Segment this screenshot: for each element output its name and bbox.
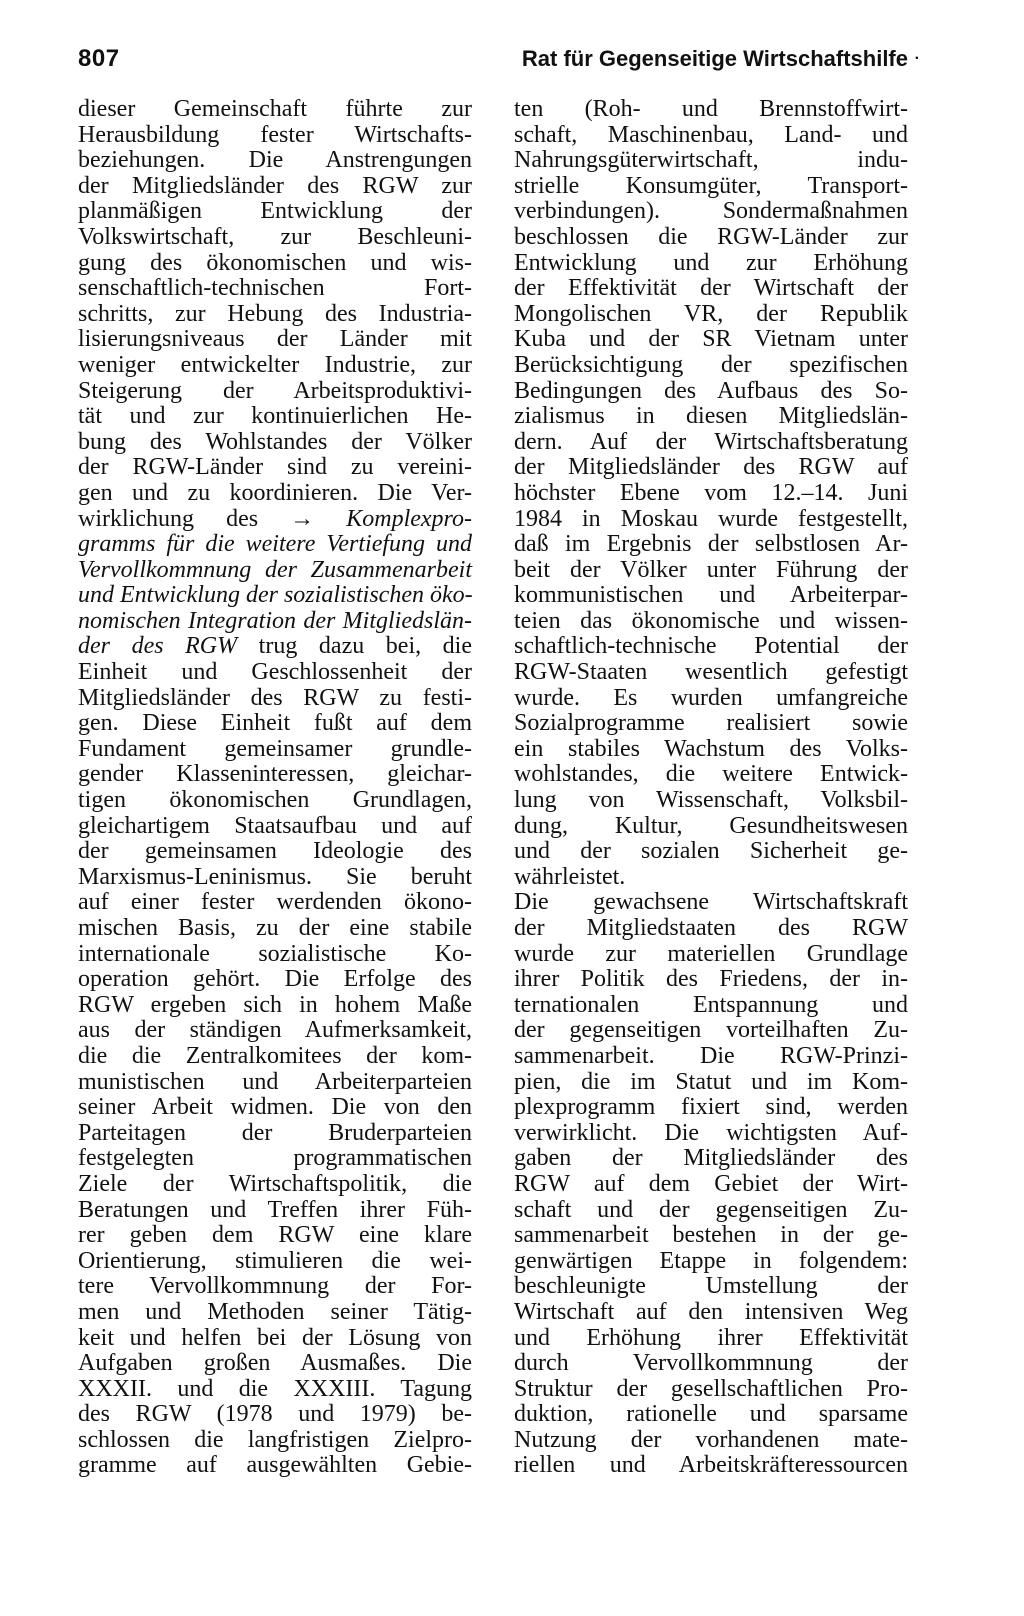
text-run: Nahrungsgüterwirtschaft, indu- [514,147,908,174]
text-line [514,276,908,302]
text-line [78,174,472,200]
text-run: gen. Diese Einheit fußt auf dem [78,710,472,737]
text-line [78,609,472,635]
text-line [514,609,908,635]
text-run: weniger entwickelter Industrie, zur [78,351,472,378]
text-line [78,1377,472,1403]
text-line [514,1377,908,1403]
text-run: planmäßigen Entwicklung der [78,198,472,225]
text-line [514,225,908,251]
text-run: beschlossen die RGW-Länder zur [514,223,908,250]
text-line [78,225,472,251]
text-line [78,481,472,507]
text-line [78,660,472,686]
text-run: operation gehört. Die Erfolge des [78,966,472,993]
text-line [514,967,908,993]
text-line [514,1249,908,1275]
text-run: sammenarbeit bestehen in der ge- [514,1222,908,1249]
text-line [78,1146,472,1172]
text-run: Aufgaben großen Ausmaßes. Die [78,1350,472,1377]
text-run: durch Vervollkommnung der [514,1350,908,1377]
italic-text-run: nomischen Integration der Mitgliedslän- [78,607,472,634]
text-run: wirklichung des → [78,505,347,532]
text-run: beziehungen. Die Anstrengungen [78,147,472,174]
text-run: wohlstandes, die weitere Entwick- [514,761,908,788]
text-line [514,737,908,763]
text-line [78,1453,472,1479]
text-run: daß im Ergebnis der selbstlosen Ar- [514,531,908,558]
text-run: des RGW (1978 und 1979) be- [78,1401,472,1428]
text-line [78,967,472,993]
text-line [514,353,908,379]
text-line [78,634,472,660]
text-line [78,1402,472,1428]
text-line [78,532,472,558]
text-run: Mongolischen VR, der Republik [514,300,908,327]
text-line [514,583,908,609]
text-line [78,97,472,123]
text-line [514,942,908,968]
text-run: dung, Kultur, Gesundheitswesen [514,812,908,839]
text-run: Wirtschaft auf den intensiven Weg [514,1298,908,1325]
text-line [78,1274,472,1300]
text-run: lung von Wissenschaft, Volksbil- [514,787,908,814]
text-line [514,1121,908,1147]
text-run: gramme auf ausgewählten Gebie- [78,1452,472,1479]
text-line [78,558,472,584]
text-line [514,1428,908,1454]
text-column-right [514,97,908,1479]
text-line [78,455,472,481]
text-run: beschleunigte Umstellung der [514,1273,908,1300]
text-line [514,1018,908,1044]
text-line [78,507,472,533]
text-line [78,686,472,712]
text-line [514,481,908,507]
text-run: Beratungen und Treffen ihrer Füh- [78,1196,472,1223]
text-run: schaftlich-technische Potential der [514,633,908,660]
text-line [514,1095,908,1121]
text-line [514,174,908,200]
text-run: Nutzung der vorhandenen mate- [514,1426,908,1453]
text-run: der Effektivität der Wirtschaft der [514,275,908,302]
text-line [514,1274,908,1300]
text-run: beit der Völker unter Führung der [514,556,908,583]
text-line [78,123,472,149]
text-line [514,865,908,891]
text-line [514,532,908,558]
italic-text-run: und Entwicklung der sozialistischen öko- [78,582,473,609]
text-run: gen und zu koordinieren. Die Ver- [78,479,472,506]
text-run: höchster Ebene vom 12.–14. Juni [514,479,908,506]
text-line [514,788,908,814]
text-line [514,1172,908,1198]
text-line [78,737,472,763]
text-line [78,276,472,302]
text-run: RGW auf dem Gebiet der Wirt- [514,1170,908,1197]
text-line [514,686,908,712]
text-run: verwirklicht. Die wichtigsten Auf- [514,1119,908,1146]
text-run: ihrer Politik des Friedens, der in- [514,966,908,993]
text-line [514,814,908,840]
text-run: gleichartigem Staatsaufbau und auf [78,812,472,839]
text-line [514,404,908,430]
text-run: tigen ökonomischen Grundlagen, [78,787,472,814]
text-line [78,865,472,891]
text-line [78,1121,472,1147]
text-run: aus der ständigen Aufmerksamkeit, [78,1017,472,1044]
text-run: rer geben dem RGW eine klare [78,1222,472,1249]
text-run: seiner Arbeit widmen. Die von den [78,1094,472,1121]
text-line [78,1070,472,1096]
text-line [514,1146,908,1172]
text-line [78,839,472,865]
text-run: sammenarbeit. Die RGW-Prinzi- [514,1042,908,1069]
text-line [514,199,908,225]
text-line [514,148,908,174]
text-run: RGW ergeben sich in hohem Maße [78,991,472,1018]
text-run: duktion, rationelle und sparsame [514,1401,908,1428]
text-line [514,660,908,686]
text-run: tere Vervollkommnung der For- [78,1273,472,1300]
text-line [78,1095,472,1121]
text-run: Mitgliedsländer des RGW zu festi- [78,684,472,711]
text-line [78,302,472,328]
text-line [78,890,472,916]
text-line [78,583,472,609]
text-run: verbindungen). Sondermaßnahmen [514,198,908,225]
text-run: schlossen die langfristigen Zielpro- [78,1426,472,1453]
text-line [514,1223,908,1249]
text-line [78,762,472,788]
text-run: der RGW-Länder sind zu vereini- [78,454,472,481]
text-run: schaft und der gegenseitigen Zu- [514,1196,908,1223]
text-run: kommunistischen und Arbeiterpar- [514,582,908,609]
text-run: der gegenseitigen vorteilhaften Zu- [514,1017,908,1044]
text-run: Steigerung der Arbeitsproduktivi- [78,377,472,404]
text-run: festgelegten programmatischen [78,1145,472,1172]
text-line [514,762,908,788]
text-line [78,1018,472,1044]
text-run: Orientierung, stimulieren die wei- [78,1247,472,1274]
text-line [514,1044,908,1070]
text-run: keit und helfen bei der Lösung von [78,1324,472,1351]
text-line [514,558,908,584]
text-run: schaft, Maschinenbau, Land- und [514,121,908,148]
text-line [514,1300,908,1326]
text-run: Die gewachsene Wirtschaftskraft [514,889,908,916]
text-line [514,379,908,405]
text-run: wurde. Es wurden umfangreiche [514,684,908,711]
text-run: munistischen und Arbeiterparteien [78,1068,472,1095]
text-line [78,404,472,430]
text-line [78,1351,472,1377]
text-run: plexprogramm fixiert sind, werden [514,1094,908,1121]
text-run: XXXII. und die XXXIII. Tagung [78,1375,472,1402]
text-run: Ziele der Wirtschaftspolitik, die [78,1170,472,1197]
text-run: 1984 in Moskau wurde festgestellt, [514,505,908,532]
text-run: dieser Gemeinschaft führte zur [78,96,472,122]
text-line [514,1070,908,1096]
text-run: lisierungsniveaus der Länder mit [78,326,472,353]
text-run: und der sozialen Sicherheit ge- [514,838,908,865]
text-run: trug dazu bei, die [237,633,472,660]
text-run: Sozialprogramme realisiert sowie [514,710,908,737]
text-run: gender Klasseninteressen, gleichar- [78,761,472,788]
text-line [514,993,908,1019]
text-line [514,1326,908,1352]
text-run: Struktur der gesellschaftlichen Pro- [514,1375,908,1402]
text-line [514,1453,908,1479]
text-run: gung des ökonomischen und wis- [78,249,472,276]
text-line [78,327,472,353]
text-run: strielle Konsumgüter, Transport- [514,172,908,199]
text-line [514,1402,908,1428]
text-line [78,379,472,405]
text-run: RGW-Staaten wesentlich gefestigt [514,659,908,686]
text-column-left [78,97,472,1479]
text-line [514,1198,908,1224]
text-line [78,993,472,1019]
text-line [78,1428,472,1454]
text-line [514,251,908,277]
text-run: bung des Wohlstandes der Völker [78,428,472,455]
text-run: schritts, zur Hebung des Industria- [78,300,472,327]
text-line [78,1223,472,1249]
header-dot: · [914,50,920,67]
text-run: Marxismus-Leninismus. Sie beruht [78,863,472,890]
text-line [78,1198,472,1224]
text-line [78,148,472,174]
text-line [514,430,908,456]
text-line [78,199,472,225]
text-run: Einheit und Geschlossenheit der [78,659,472,686]
text-line [78,1044,472,1070]
text-run: Bedingungen des Aufbaus des So- [514,377,908,404]
text-run: riellen und Arbeitskräfteressourcen [514,1452,908,1479]
text-line [78,916,472,942]
text-line [78,1326,472,1352]
text-line [514,890,908,916]
text-run: men und Methoden seiner Tätig- [78,1298,472,1325]
text-run: Herausbildung fester Wirtschafts- [78,121,472,148]
text-line [78,353,472,379]
text-run: die die Zentralkomitees der kom- [78,1042,472,1069]
text-run: Parteitagen der Bruderparteien [78,1119,472,1146]
italic-text-run: der des RGW [78,633,238,660]
text-line [514,455,908,481]
text-run: währleistet. [514,863,626,890]
text-run: ten (Roh- und Brennstoffwirt- [514,96,908,122]
text-line [78,711,472,737]
text-line [78,1172,472,1198]
text-run: wurde zur materiellen Grundlage [514,940,908,967]
running-title: Rat für Gegenseitige Wirtschaftshilfe [521,46,908,71]
text-run: der gemeinsamen Ideologie des [78,838,472,865]
text-run: Entwicklung und zur Erhöhung [514,249,908,276]
text-line [514,302,908,328]
text-line [78,1249,472,1275]
text-line [78,430,472,456]
text-line [514,839,908,865]
text-run: auf einer fester werdenden ökono- [78,889,472,916]
text-run: Fundament gemeinsamer grundle- [78,735,472,762]
page-number: 807 [78,45,120,72]
text-line [78,251,472,277]
text-run: pien, die im Statut und im Kom- [514,1068,908,1095]
text-run: Kuba und der SR Vietnam unter [514,326,908,353]
text-line [514,916,908,942]
italic-text-run: gramms für die weitere Vertiefung und [78,531,472,558]
text-run: Volkswirtschaft, zur Beschleuni- [78,223,472,250]
italic-text-run: Vervollkommnung der Zusammenarbeit [78,556,472,583]
text-run: genwärtigen Etappe in folgendem: [514,1247,908,1274]
text-line [514,97,908,123]
text-line [78,1300,472,1326]
text-run: zialismus in diesen Mitgliedslän- [514,403,908,430]
text-run: Berücksichtigung der spezifischen [514,351,908,378]
text-run: senschaftlich-technischen Fort- [78,275,472,302]
text-run: gaben der Mitgliedsländer des [514,1145,908,1172]
text-run: der Mitgliedstaaten des RGW [514,915,908,941]
text-run: ein stabiles Wachstum des Volks- [514,735,908,762]
text-line [78,814,472,840]
text-line [514,1351,908,1377]
text-line [514,634,908,660]
text-run: dern. Auf der Wirtschaftsberatung [514,428,908,455]
text-run: mischen Basis, zu der eine stabile [78,915,472,941]
italic-text-run: Komplexpro- [346,505,472,532]
text-run: teien das ökonomische und wissen- [514,607,908,634]
text-run: internationale sozialistische Ko- [78,940,472,967]
text-line [514,507,908,533]
text-run: der Mitgliedsländer des RGW auf [514,454,908,481]
text-line [514,123,908,149]
text-run: der Mitgliedsländer des RGW zur [78,172,472,199]
text-run: tät und zur kontinuierlichen He- [78,403,472,430]
text-line [514,711,908,737]
text-line [78,942,472,968]
page-header [78,44,918,84]
text-line [78,788,472,814]
text-run: und Erhöhung ihrer Effektivität [514,1324,908,1351]
text-run: ternationalen Entspannung und [514,991,908,1018]
text-line [514,327,908,353]
